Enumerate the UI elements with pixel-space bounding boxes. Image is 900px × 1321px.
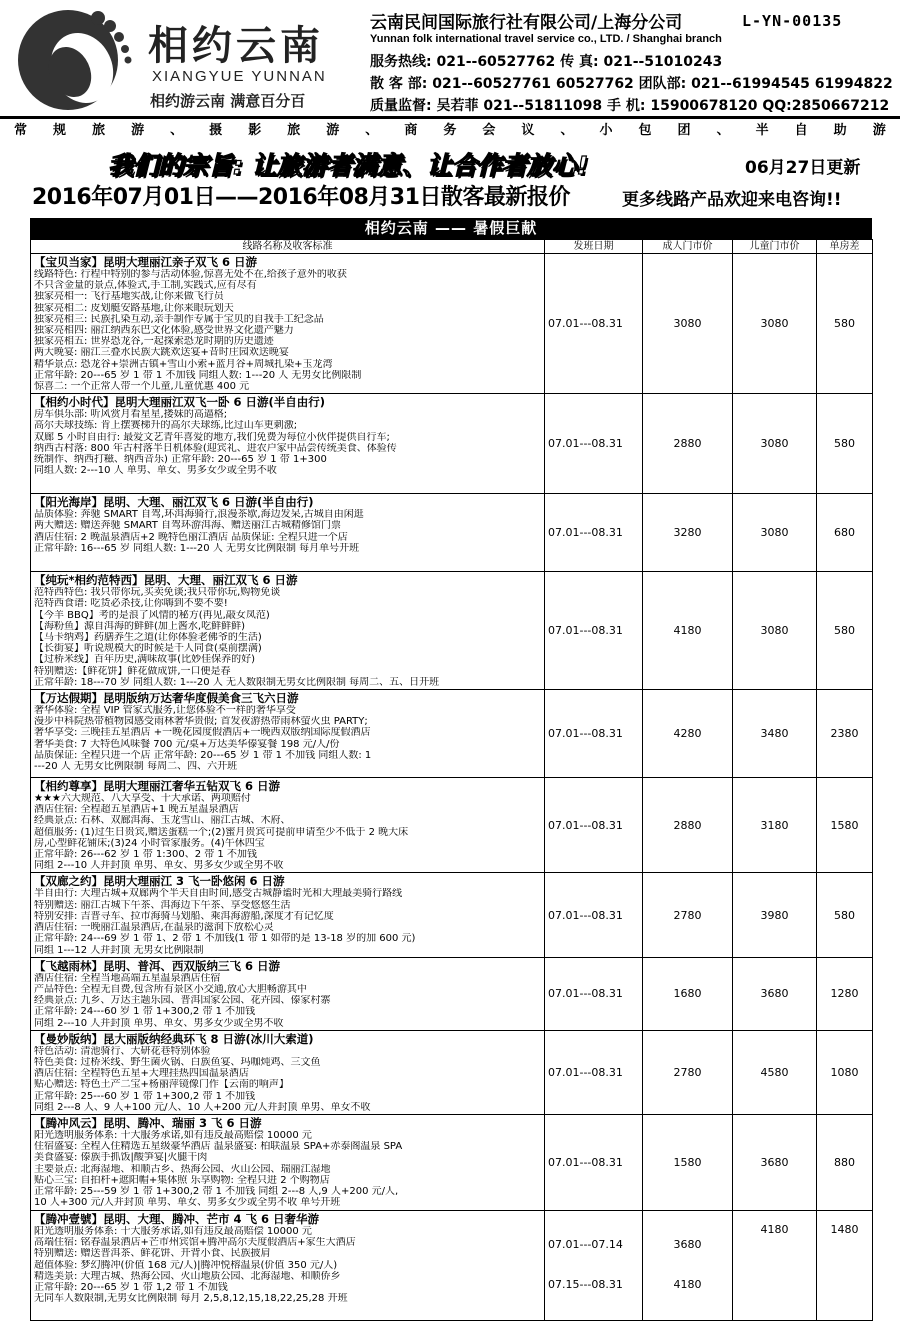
adult-price [643, 1210, 733, 1320]
service-char: 团 [677, 123, 691, 138]
route-title: 【万达假期】昆明版纳万达奢华度假美食三飞六日游 [34, 691, 299, 706]
route-detail-line: 漫步中科院热带植物园感受雨林奢华贵假; 首发夜游热带雨林萤火虫 PARTY; [34, 716, 368, 728]
contact-line: 质量监督: 吴若菲 021--51811098 手 机: 15900678120 QQ:2850667212 [370, 98, 890, 114]
departure-dates [545, 957, 643, 1030]
departure-date-range: 07.01---07.14 [548, 1238, 623, 1252]
table-row [31, 572, 873, 690]
route-detail-line: 范特西食谱: 吃货必杀技,让你嗨到不要不要! [34, 598, 228, 610]
departure-date-range: 07.01---08.31 [548, 987, 623, 1001]
route-detail-line: 奢华享受: 三晚挂五星酒店 +一晚花园度假酒店+一晚西双版纳国际度假酒店 [34, 727, 371, 739]
price-title: 2016年07月01日——2016年08月31日散客最新报价 [32, 185, 570, 210]
departure-date-range: 07.15---08.31 [548, 1278, 623, 1292]
route-detail-line: 房,心型鲜花铺床;(3)24 小时管家服务。(4)午休四宝 [34, 837, 265, 849]
services-strip [0, 119, 900, 139]
table-row [31, 778, 873, 873]
route-detail-line: 品质体验: 奔驰 SMART 自驾,环洱海骑行,浪漫茶歇,海边发呆,古城自由闲逛 [34, 509, 364, 521]
route-detail-line: 独家亮相三: 民族扎染互动,亲手制作专属于宝贝的自我手工纪念品 [34, 313, 324, 325]
route-detail-line: 贴心三宝: 自拍杆+遮阳帽+集体照 乐享购物: 全程只进 2 个购物店 [34, 1174, 330, 1186]
route-detail-line: 半自由行: 大理古城+双廊两个半天自由时间,感受古城静谧时光和大理最美骑行路线 [34, 888, 403, 900]
service-char: 摄 [209, 123, 223, 138]
child-price: 3080 [733, 572, 817, 690]
single-room-supplement: 580 [817, 254, 873, 394]
table-row [31, 957, 873, 1030]
route-title: 【双廊之约】昆明大理丽江 3 飞一卧悠闲 6 日游 [34, 874, 285, 889]
route-detail-line: 阳光透明服务体系: 十大服务承诺,如有违反最高赔偿 10000 元 [34, 1129, 312, 1141]
child-price: 4580 [733, 1030, 817, 1114]
motto: 我们的宗旨: 让旅游者满意、让合作者放心! [108, 151, 589, 180]
route-detail-line: 正常年龄: 20---65 岁 1 带 1 不加钱 同组人数: 1---20 人 无男女比例限制 [34, 369, 362, 381]
departure-date-range: 07.01---08.31 [548, 727, 623, 741]
departure-dates [545, 494, 643, 572]
logo-title: 相约云南 [148, 23, 324, 69]
service-char: 旅 [92, 123, 106, 138]
route-title: 【腾冲风云】昆明、腾冲、瑞丽 3 飞 6 日游 [34, 1115, 262, 1130]
route-detail-line: 线路特色: 行程中特别的参与活动体验,惊喜无处不在,给孩子意外的收获 [34, 269, 347, 280]
route-detail-line: 超值服务: (1)过生日贵宾,赠送蛋糕一个;(2)蜜月贵宾可提前申请至少不低于 2 晚大床 [34, 826, 409, 838]
adult-price-value: 4280 [673, 727, 702, 741]
route-detail-line: 惊喜二: 一个正常人带一个儿童,儿童优惠 400 元 [34, 381, 250, 393]
departure-date-range: 07.01---08.31 [548, 624, 623, 638]
route-detail-line: 酒店住宿: 全程特色五星+大理挂热四国温泉酒店 [34, 1068, 249, 1080]
service-char: 常 [14, 123, 28, 138]
logo-slogan: 相约游云南 满意百分百 [150, 92, 306, 110]
table-row [31, 873, 873, 957]
route-detail-line: 精选美景: 大理古城、热海公园、火山地质公园、北海湿地、和顺侨乡 [34, 1270, 341, 1282]
route-detail-line: 无同车人数限制,无男女比例限制 每月 2,5,8,12,15,18,22,25,28 开班 [34, 1293, 348, 1305]
adult-price-value: 2880 [673, 437, 702, 451]
route-detail-line: 酒店住宿: 2 晚温泉酒店+2 晚特色丽江酒店 品质保证: 全程只进一个店 [34, 531, 348, 543]
departure-dates [545, 690, 643, 778]
adult-price [643, 1030, 733, 1114]
route-detail-line: 正常年龄: 20---65 岁 1 带 1,2 带 1 不加钱 [34, 1281, 228, 1293]
adult-price-value: 4180 [673, 624, 702, 638]
route-description [31, 394, 545, 494]
route-title: 【飞越雨林】昆明、普洱、西双版纳三飞 6 日游 [34, 958, 281, 973]
route-detail-line: 阳光透明服务体系: 十大服务承诺,如有违反最高赔偿 10000 元 [34, 1225, 312, 1237]
adult-price-value: 3680 [673, 1238, 702, 1252]
route-title: 【腾冲壹號】昆明、大理、腾冲、芒市 4 飞 6 日奢华游 [34, 1211, 320, 1226]
single-room-supplement: 580 [817, 873, 873, 957]
single-room-supplement: 880 [817, 1114, 873, 1210]
route-detail-line: 同组人数: 2---10 人 单男、单女、男多女少或全男不收 [34, 465, 277, 477]
adult-price [643, 394, 733, 494]
route-detail-line: 双廊 5 小时自由行: 最爱文艺青年喜爱的地方,我们免费为每位小伙伴提供自行车; [34, 431, 390, 443]
child-price: 3180 [733, 778, 817, 873]
route-detail-line: 特别赠送:【鲜花饼】鲜花做成饼,一口便是春 [34, 665, 231, 677]
service-char: 包 [638, 123, 652, 138]
table-row [31, 494, 873, 572]
departure-dates [545, 1114, 643, 1210]
footprint-logo-icon [10, 8, 138, 112]
table-row [31, 394, 873, 494]
section-banner: 相约云南 —— 暑假巨献 [30, 218, 872, 239]
child-price: 3080 [733, 394, 817, 494]
service-char: 、 [560, 123, 574, 138]
route-description [31, 778, 545, 873]
adult-price-value: 1680 [673, 987, 702, 1001]
departure-dates [545, 1210, 643, 1320]
table-row [31, 1210, 873, 1320]
adult-price [643, 690, 733, 778]
single-room-supplement: 1280 [817, 957, 873, 1030]
col-header-dates: 发班日期 [545, 240, 643, 254]
adult-price-value: 4180 [673, 1278, 702, 1292]
route-detail-line: 正常年龄: 24---60 岁 1 带 1+300,2 带 1 不加钱 [34, 1006, 256, 1018]
adult-price [643, 957, 733, 1030]
service-char: 旅 [287, 123, 301, 138]
route-title: 【阳光海岸】昆明、大理、丽江双飞 6 日游(半自由行) [34, 495, 314, 510]
route-detail-line: 高端住宿: 铭春温泉酒店+芒市州宾馆+腾冲高尔夫度假酒店+家生大酒店 [34, 1237, 356, 1249]
route-description [31, 1210, 545, 1320]
route-detail-line: 范特西特色: 我只带你玩,买卖免谈;我只带你玩,购物免谈 [34, 587, 281, 599]
departure-date-range: 07.01---08.31 [548, 908, 623, 922]
adult-price-value: 3280 [673, 526, 702, 540]
route-detail-line: 同组 2---8 人、9 人+100 元/人、10 人+200 元/人并封顶 单男、单女不收 [34, 1101, 371, 1113]
route-detail-line: 房车俱乐部: 听风赏月看星星,搂妹的高逼格; [34, 409, 228, 421]
contact-line: 散 客 部: 021--60527761 60527762 团队部: 021--61994545 61994822 [370, 76, 893, 92]
departure-dates [545, 254, 643, 394]
route-detail-line: 经典景点: 石林、双廊洱海、玉龙雪山、丽江古城、木府、 [34, 815, 291, 827]
child-price: 3080 [733, 494, 817, 572]
route-detail-line: 主要景点: 北海湿地、和顺古乡、热海公园、火山公园、瑞丽江湿地 [34, 1163, 331, 1175]
col-header-child: 儿童门市价 [733, 240, 817, 254]
route-detail-line: 产品特色: 全程无自费,包含所有景区小交通,放心大胆畅游其中 [34, 983, 307, 995]
adult-price-value: 3080 [673, 317, 702, 331]
adult-price-value: 2780 [673, 1065, 702, 1079]
service-char: 自 [794, 123, 808, 138]
adult-price [643, 254, 733, 394]
service-char: 议 [521, 123, 535, 138]
contact-line: 服务热线: 021--60527762 传 真: 021--51010243 [370, 54, 723, 70]
adult-price [643, 572, 733, 690]
route-description [31, 494, 545, 572]
col-header-adult: 成人门市价 [643, 240, 733, 254]
route-description [31, 957, 545, 1030]
route-detail-line: 正常年龄: 25---60 岁 1 带 1+300,2 带 1 不加钱 [34, 1090, 256, 1102]
single-room-supplement: 2380 [817, 690, 873, 778]
route-detail-line: 两大晚宴: 丽江三叠水民族大跳欢送宴+昔时庄园欢送晚宴 [34, 347, 289, 359]
departure-dates [545, 394, 643, 494]
route-title: 【曼妙版纳】昆大丽版纳经典环飞 8 日游(冰川大索道) [34, 1031, 314, 1046]
route-description [31, 1030, 545, 1114]
service-char: 会 [482, 123, 496, 138]
adult-price [643, 494, 733, 572]
price-table [30, 239, 873, 1321]
child-price: 4180 [733, 1210, 817, 1320]
departure-date-range: 07.01---08.31 [548, 1155, 623, 1169]
adult-price [643, 778, 733, 873]
service-char: 务 [443, 123, 457, 138]
route-description [31, 873, 545, 957]
route-detail-line: 【海粉鱼】源自洱海的鲜鲜(加上酱水,吃鲜鲜鲜) [34, 620, 245, 632]
col-header-route: 线路名称及收客标准 [31, 240, 545, 254]
adult-price-value: 1580 [673, 1155, 702, 1169]
table-header-row [31, 240, 873, 254]
route-description [31, 690, 545, 778]
child-price: 3980 [733, 873, 817, 957]
route-detail-line: 经典景点: 九乡、万达主题乐园、普洱国家公园、花卉园、傣家村寨 [34, 995, 331, 1007]
departure-date-range: 07.01---08.31 [548, 317, 623, 331]
route-detail-line: 特色活动: 清池骑行、大研花巷特别体验 [34, 1045, 211, 1057]
service-char: 、 [170, 123, 184, 138]
departure-dates [545, 778, 643, 873]
route-detail-line: 【马卡纳鸡】药膳养生之道(让你体验老佛爷的生活) [34, 632, 262, 644]
adult-price [643, 873, 733, 957]
header [0, 0, 900, 118]
route-detail-line: 10 人+300 元/人并封顶 单男、单女、男多女少或全男不收 单号开班 [34, 1197, 341, 1209]
service-char: 商 [404, 123, 418, 138]
route-detail-line: 【过桥米线】百年历史,满味故事(比妙佳保养的好) [34, 654, 255, 666]
logo-subtitle: XIANGYUE YUNNAN [152, 68, 327, 85]
route-detail-line: 正常年龄: 25---59 岁 1 带 1+300,2 带 1 不加钱 同组 2---8 人,9 人+200 元/人, [34, 1185, 399, 1197]
single-room-supplement: 580 [817, 572, 873, 690]
route-title: 【纯玩*相约范特西】昆明、大理、丽江双飞 6 日游 [34, 573, 298, 588]
route-detail-line: 统制作、纳西打糍、纳西音乐) 正常年龄: 20---65 岁 1 带 1+300 [34, 454, 327, 466]
service-char: 、 [716, 123, 730, 138]
departure-date-range: 07.01---08.31 [548, 437, 623, 451]
service-char: 游 [326, 123, 340, 138]
adult-price-value: 2780 [673, 908, 702, 922]
route-detail-line: 高尔夫球技练: 肯上摆赛梯升的高尔夫球练,比过山车更刺激; [34, 420, 298, 432]
service-char: 游 [131, 123, 145, 138]
route-description [31, 254, 545, 394]
company-name-en: Yunnan folk international travel service co., LTD. / Shanghai branch [370, 33, 722, 45]
departure-date-range: 07.01---08.31 [548, 526, 623, 540]
route-detail-line: 独家亮相一: 飞行基地实战,让你来做飞行员 [34, 291, 224, 303]
route-detail-line: 超值体验: 梦幻腾冲(价值 168 元/人)|腾冲悦榕温泉(价值 350 元/人) [34, 1259, 338, 1271]
single-room-supplement: 1480 [817, 1210, 873, 1320]
child-price: 3080 [733, 254, 817, 394]
route-title: 【相约尊享】昆明大理丽江奢华五钻双飞 6 日游 [34, 779, 281, 794]
route-detail-line: 正常年龄: 24---69 岁 1 带 1、2 带 1 不加钱(1 带 1 如带的是 13-18 岁的加 600 元) [34, 933, 416, 945]
service-char: 、 [365, 123, 379, 138]
route-detail-line: 特别赠送: 丽江古城下午茶、洱海边下午茶、享受悠悠生活 [34, 899, 291, 911]
single-room-supplement: 1580 [817, 778, 873, 873]
route-detail-line: 美食盛宴: 傣族手抓饭|酸笋宴|火腿干肉 [34, 1152, 208, 1164]
route-detail-line: 酒店住宿: 一晚丽江温泉酒店,在温泉的滋润下放松心灵 [34, 922, 274, 934]
route-detail-line: 品质保证: 全程只进一个店 正常年龄: 20---65 岁 1 带 1 不加钱 同组人数: 1 [34, 749, 372, 761]
departure-dates [545, 1030, 643, 1114]
route-detail-line: 同组 2---10 人并封顶 单男、单女、男多女少或全男不收 [34, 860, 284, 872]
company-name: 云南民间国际旅行社有限公司/上海分公司 [370, 13, 683, 33]
route-description [31, 572, 545, 690]
service-char: 助 [833, 123, 847, 138]
single-room-supplement: 580 [817, 394, 873, 494]
route-code: L-YN-00135 [742, 12, 843, 30]
more-info: 更多线路产品欢迎来电咨询!! [622, 190, 842, 210]
route-detail-line: 酒店住宿: 全程超五星酒店+1 晚五星温泉酒店 [34, 804, 239, 816]
route-detail-line: 特别安排: 吉普寻车、拉市海骑马划船、乘洱海游船,深度才有记忆度 [34, 910, 334, 922]
table-row [31, 254, 873, 394]
route-detail-line: 同组 2---10 人并封顶 单男、单女、男多女少或全男不收 [34, 1017, 284, 1029]
route-detail-line: 特别赠送: 赠送普洱茶、鲜花饼、开背小食、民族披肩 [34, 1248, 271, 1260]
departure-date-range: 07.01---08.31 [548, 818, 623, 832]
updated-date: 06月27日更新 [745, 158, 861, 178]
route-detail-line: 两大赠送: 赠送奔驰 SMART 自驾环游洱海、赠送丽江古城精修馆门票 [34, 520, 342, 532]
adult-price [643, 1114, 733, 1210]
route-detail-line: 独家亮相四: 丽江纳西东巴文化体验,感受世界文化遗产魅力 [34, 325, 294, 337]
single-room-supplement: 1080 [817, 1030, 873, 1114]
route-detail-line: 【长街宴】听说规模大的时候是千人同食(桌前摆满) [34, 643, 262, 655]
table-row [31, 1114, 873, 1210]
route-detail-line: ★★★六大规范、八大享受、十大承诺、两项赔付 [34, 793, 251, 805]
table-row [31, 690, 873, 778]
route-detail-line: 正常年龄: 26---62 岁 1 带 1:300、2 带 1 不加钱 [34, 849, 257, 861]
route-detail-line: 贴心赠送: 特色土产二宝+杨丽萍镜像门作【云南的响声】 [34, 1079, 289, 1091]
departure-dates [545, 873, 643, 957]
route-detail-line: 独家亮相二: 皮划艇安路基地,让你来眼玩划天 [34, 302, 234, 314]
route-detail-line: 奢华美食: 7 大特色风味餐 700 元/桌+万达美华傣宴餐 198 元/人/份 [34, 738, 340, 750]
col-header-single: 单房差 [817, 240, 873, 254]
route-title: 【相约小时代】昆明大理丽江双飞一卧 6 日游(半自由行) [34, 395, 326, 410]
service-char: 影 [248, 123, 262, 138]
route-detail-line: 奢华体验: 全程 VIP 管家式服务,让您体验不一样的奢华享受 [34, 705, 296, 717]
route-title: 【宝贝当家】昆明大理丽江亲子双飞 6 日游 [34, 255, 258, 269]
service-char: 小 [599, 123, 613, 138]
child-price: 3680 [733, 1114, 817, 1210]
single-room-supplement: 680 [817, 494, 873, 572]
route-detail-line: 酒店住宿: 全程当地高端五星温泉酒店住宿 [34, 972, 221, 984]
route-detail-line: 同组 1---12 人并封顶 无男女比例限制 [34, 944, 204, 956]
route-description [31, 1114, 545, 1210]
table-row [31, 1030, 873, 1114]
child-price: 3680 [733, 957, 817, 1030]
route-detail-line: 住宿盛宴: 全程入住精选五星级豪华酒店 温泉盛宴: 柏联温泉 SPA+赤泰阁温泉 SPA [34, 1141, 403, 1153]
service-char: 半 [755, 123, 769, 138]
route-detail-line: 纳西古村落: 800 年古村落半日机体验(迎宾礼、进农户家中品尝传统美食、体验传 [34, 442, 397, 454]
route-detail-line: 不只含金量的景点,体验式,手工制,实践式,应有尽有 [34, 280, 257, 292]
route-detail-line: 精华景点: 恐龙谷+崇洲古镇+雪山小索+蓝月谷+周城扎染+玉龙湾 [34, 358, 333, 370]
route-detail-line: 【今羊 BBQ】考的是浪了风情的秘方(再见,敲女凤范) [34, 609, 270, 621]
service-char: 规 [53, 123, 67, 138]
departure-date-range: 07.01---08.31 [548, 1065, 623, 1079]
route-detail-line: 独家亮相五: 世界恐龙谷,一起探索恐龙时期的历史遗迹 [34, 336, 274, 348]
route-detail-line: ---20 人 无男女比例限制 每周二、四、六开班 [34, 761, 238, 773]
route-detail-line: 正常年龄: 16---65 岁 同组人数: 1---20 人 无男女比例限制 每月单号开班 [34, 542, 360, 554]
departure-dates [545, 572, 643, 690]
adult-price-value: 2880 [673, 818, 702, 832]
route-detail-line: 特色美食: 过桥米线、野生菌火锅、白族鱼宴、玛咖炖鸡、三文鱼 [34, 1056, 321, 1068]
child-price: 3480 [733, 690, 817, 778]
service-char: 游 [872, 123, 886, 138]
route-detail-line: 正常年龄: 18---70 岁 同组人数: 1---20 人 无人数限制无男女比例限制 每周二、五、日开班 [34, 676, 440, 688]
